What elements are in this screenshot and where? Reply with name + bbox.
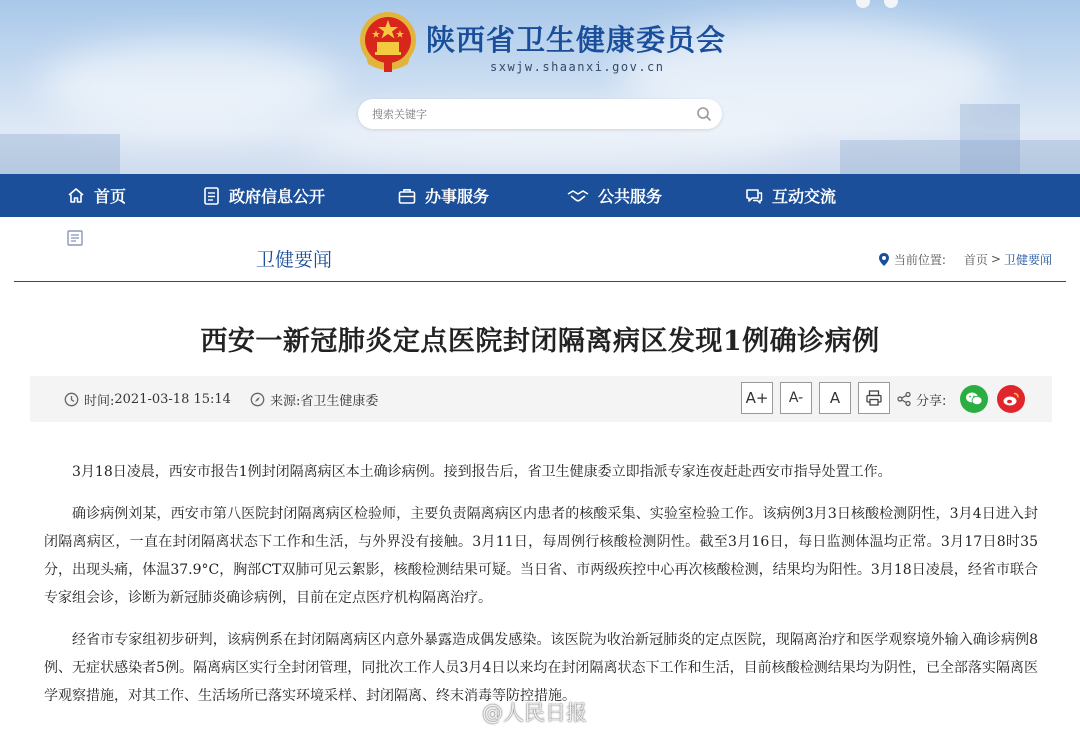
section-title: 卫健要闻 [256,249,333,271]
site-domain: sxwjw.shaanxi.gov.cn [490,60,665,74]
compass-icon [250,392,265,407]
article-paragraph: 3月18日凌晨，西安市报告1例封闭隔离病区本土确诊病例。接到报告后，省卫生健康委立即指派专家连夜赶赴西安市指导处置工作。 [72,464,892,480]
document-icon [203,186,221,206]
weibo-watermark [448,697,587,727]
nav-item-label: 互动交流 [772,187,837,206]
printer-icon [865,389,883,407]
watermark-text: @人民日报 [482,701,587,725]
header-banner [0,0,1080,174]
breadcrumb-home[interactable]: 首页 [963,252,988,267]
time-label: 时间: [84,393,115,409]
source-value: 省卫生健康委 [300,393,379,409]
nav-item-label: 办事服务 [425,187,490,206]
briefcase-icon [397,186,417,206]
search-box [358,99,722,129]
main-nav [0,174,1080,217]
share-icon [896,391,912,407]
nav-item-interaction[interactable] [744,174,836,217]
handshake-icon [566,186,590,206]
article-source [250,389,378,409]
font-decrease-label: A- [788,390,804,406]
chat-icon [744,186,764,206]
nav-item-public-services[interactable] [566,174,662,217]
breadcrumb-current[interactable]: 卫健要闻 [1003,252,1052,267]
article-title: 西安一新冠肺炎定点医院封闭隔离病区发现1例确诊病例 [200,326,880,357]
top-dot [856,0,870,8]
wechat-icon [965,391,983,407]
article-paragraph: 经省市专家组初步研判，该病例系在封闭隔离病区内意外暴露造成偶发感染。该医院为收治新冠肺炎的定点医院，现隔离治疗和医学观察境外输入确诊病例8例、无症状感染者5例。隔离病区实行全封闭管理，同批次工作人员3月4日以来均在封闭隔离状态下工作和生活，目前核酸检测结果均为阴性，已全部落实隔离医学观察措施，对其工作、生活场所已落实环境采样、封闭隔离、终末消毒等防控措施。 [44,632,1038,704]
source-label: 来源: [270,393,301,409]
home-icon [66,186,86,206]
weibo-icon [1002,391,1020,407]
banner-cloud [40,40,340,130]
news-list-icon [66,229,84,247]
top-dot [884,0,898,8]
banner-skyline [960,104,1020,174]
time-value: 2021-03-18 15:14 [114,391,231,407]
search-icon[interactable] [696,106,712,122]
site-title: 陕西省卫生健康委员会 [426,23,727,57]
font-decrease-button[interactable] [780,382,812,414]
font-increase-label: A+ [745,389,769,407]
breadcrumb-prefix: 当前位置: [893,252,946,267]
font-default-label: A [829,389,841,407]
clock-icon [64,392,79,407]
share-label [896,389,946,409]
font-increase-button[interactable] [741,382,773,414]
font-default-button[interactable] [819,382,851,414]
nav-item-services[interactable] [397,174,489,217]
share-weibo-button[interactable] [997,385,1025,413]
search-input[interactable] [372,103,672,125]
article-paragraph: 确诊病例刘某，西安市第八医院封闭隔离病区检验师，主要负责隔离病区内患者的核酸采集、实验室检验工作。该病例3月3日核酸检测阴性，3月4日进入封闭隔离病区，一直在封闭隔离状态下工作和生活，与外界没有接触。3月11日，每周例行核酸检测阴性。截至3月16日，每日监测体温均正常。3月17日8时35分，出现头痛，体温37.9°C，胸部CT双肺可见云絮影，核酸检测结果可疑。当日省、市两级疾控中心再次核酸检测，结果均为阳性。3月18日凌晨，经省市联合专家组会诊，诊断为新冠肺炎确诊病例，目前在定点医疗机构隔离治疗。 [44,506,1038,606]
share-wechat-button[interactable] [960,385,988,413]
article-body [44,458,1038,724]
nav-item-gov-info[interactable] [203,174,325,217]
location-pin-icon [878,252,890,267]
publish-time [64,389,231,409]
nav-item-label: 首页 [94,187,127,206]
share-label-text: 分享: [916,393,947,409]
nav-item-home[interactable] [66,174,126,217]
nav-item-label: 政府信息公开 [229,187,326,206]
weibo-logo-icon [448,701,476,723]
national-emblem-icon [356,10,420,74]
nav-item-label: 公共服务 [598,187,663,206]
banner-skyline [0,134,120,174]
print-button[interactable] [858,382,890,414]
breadcrumb-separator: > [990,252,1001,266]
article-meta-bar [30,376,1052,422]
section-divider [14,281,1066,282]
breadcrumb [878,249,1052,269]
